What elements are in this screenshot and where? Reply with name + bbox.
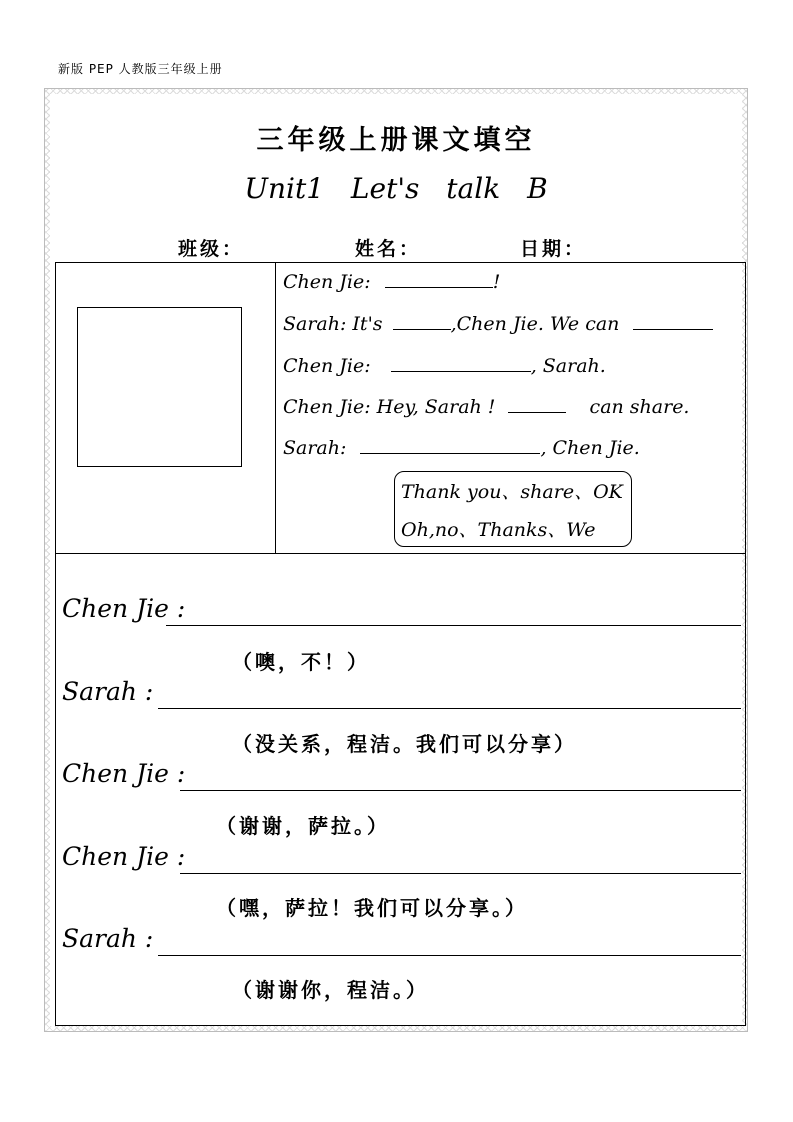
fill-blank[interactable] [385, 269, 493, 288]
fill-blank[interactable] [360, 435, 540, 454]
worksheet-body [50, 94, 742, 1026]
word-bank [394, 471, 632, 547]
picture-box [77, 307, 242, 467]
writing-speaker: Chen Jie : [62, 594, 186, 623]
chinese-hint: （没关系，程洁。我们可以分享） [232, 732, 577, 756]
dialogue-speaker: Sarah: [283, 437, 347, 459]
dialogue-line-3 [283, 353, 606, 377]
class-label: 班级： [178, 238, 245, 260]
writing-row-2 [62, 677, 741, 713]
fill-blank[interactable] [508, 394, 566, 413]
chinese-hint: （嘿，萨拉！我们可以分享。） [216, 896, 528, 920]
table-divider [275, 263, 276, 553]
writing-speaker: Chen Jie : [62, 842, 186, 871]
dialogue-speaker: Sarah: It's [283, 313, 383, 335]
fill-blank[interactable] [393, 311, 451, 330]
writing-speaker: Sarah : [62, 924, 154, 953]
dialogue-after: , Chen Jie. [540, 437, 640, 459]
writing-section [55, 554, 746, 1026]
answer-line[interactable] [166, 625, 741, 626]
dialogue-speaker: Chen Jie: Hey, Sarah ! [283, 396, 496, 418]
answer-line[interactable] [180, 790, 741, 791]
answer-line[interactable] [180, 873, 741, 874]
writing-row-5 [62, 924, 741, 960]
date-label: 日期： [520, 238, 587, 260]
chinese-hint: （谢谢，萨拉。） [216, 814, 390, 838]
dialogue-table [55, 262, 746, 554]
dialogue-after: can share. [589, 396, 690, 418]
word-bank-line: Thank you、share、OK [401, 481, 623, 503]
writing-speaker: Chen Jie : [62, 759, 186, 788]
dialogue-speaker: Chen Jie: [283, 271, 371, 293]
answer-line[interactable] [158, 955, 741, 956]
fill-blank[interactable] [391, 353, 531, 372]
dialogue-speaker: Chen Jie: [283, 355, 371, 377]
word-bank-line: Oh,no、Thanks、We [401, 519, 596, 541]
dialogue-line-5 [283, 435, 640, 459]
page-header: 新版 PEP 人教版三年级上册 [58, 62, 223, 76]
dialogue-line-2 [283, 311, 713, 335]
fill-blank[interactable] [633, 311, 713, 330]
chinese-hint: （谢谢你，程洁。） [232, 978, 429, 1002]
writing-row-1 [62, 594, 741, 630]
chinese-hint: （噢，不！） [232, 650, 370, 674]
worksheet-frame [44, 88, 748, 1032]
writing-speaker: Sarah : [62, 677, 154, 706]
writing-row-4 [62, 842, 741, 878]
worksheet-title: 三年级上册课文填空 [256, 125, 536, 156]
dialogue-line-4 [283, 394, 689, 418]
dialogue-mid: ,Chen Jie. We can [450, 313, 620, 335]
unit-heading: Unit1 Let's talk B [244, 172, 548, 205]
dialogue-line-1 [283, 269, 500, 293]
answer-line[interactable] [158, 708, 741, 709]
writing-row-3 [62, 759, 741, 795]
dialogue-after: , Sarah. [530, 355, 606, 377]
name-label: 姓名： [355, 238, 422, 260]
dialogue-after: ! [492, 271, 501, 293]
